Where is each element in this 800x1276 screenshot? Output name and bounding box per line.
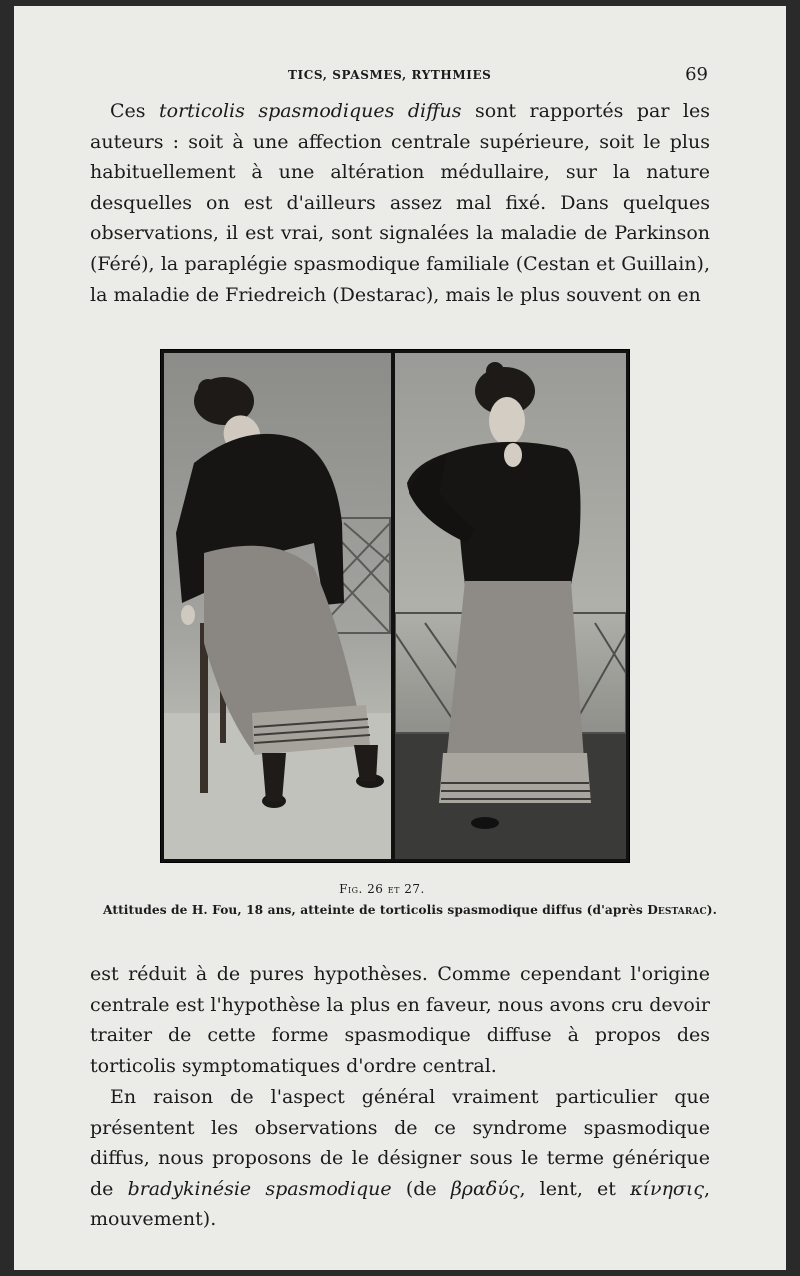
paragraph-1: Ces torticolis spasmodiques diffus sont rapportés par les auteurs : soit à une affection centrale supérieure, soit le plus habituellement à une altération médullaire, sur la nature desquelles on est d'ailleurs assez mal fixé. Dans quelques observations, il est vrai, sont signalées la maladie de Parkinson (Féré), la paraplégie spasmodique familiale (Cestan et Guillain), la maladie de Friedreich (Destarac), mais le plus souvent on en (90, 100, 710, 306)
paragraph-3: En raison de l'aspect général vraiment particulier que présentent les observations de ce syndrome spasmodique diffus, nous proposons de le désigner sous le terme générique de bradykinésie spasmodique (de βραδύς, lent, et κίνησις, mouvement). (90, 1086, 711, 1231)
seated-woman-illustration (164, 353, 391, 859)
photo-standing-woman (395, 353, 626, 859)
greek-bradus: βραδύς (450, 1177, 520, 1200)
book-page (14, 6, 786, 1270)
greek-kinesis: κίνησις (630, 1177, 704, 1200)
caption-author: Destarac (647, 903, 707, 917)
figure-label: Fig. 26 et 27. (339, 882, 425, 896)
standing-woman-illustration (395, 353, 626, 859)
emphasis-torticolis: torticolis spasmodiques diffus (159, 100, 462, 122)
photo-seated-woman (164, 353, 391, 859)
running-title: TICS, SPASMES, RYTHMIES (288, 68, 492, 82)
running-head (14, 64, 786, 88)
figure-photographs (160, 349, 630, 863)
paragraph-2: est réduit à de pures hypothèses. Comme cependant l'origine centrale est l'hypothèse la plus en faveur, nous avons cru devoir traiter de cette forme spasmodique diffuse à propos des torticolis symptomatiques d'ordre central. (90, 963, 710, 1077)
page-number: 69 (685, 64, 708, 85)
emphasis-bradykinesie: bradykinésie spasmodique (127, 1177, 392, 1200)
figure-caption: Attitudes de H. Fou, 18 ans, atteinte de torticolis spasmodique diffus (d'après Destarac). (103, 903, 717, 917)
